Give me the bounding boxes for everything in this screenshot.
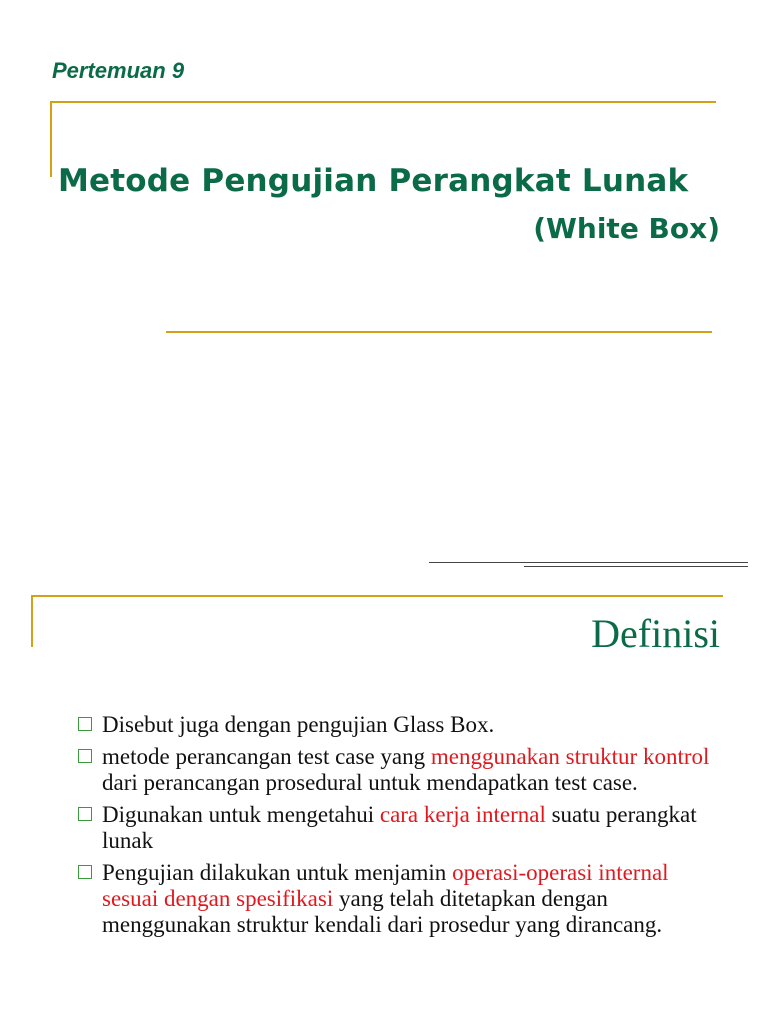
highlighted-text: menggunakan struktur kontrol — [430, 744, 710, 769]
definition-bullet-list — [78, 712, 718, 944]
bullet-text: yang telah ditetapkan dengan menggunakan struktur kendali dari prosedur yang dirancang. — [102, 886, 663, 937]
bullet-text: dari perancangan prosedural untuk mendapatkan test case. — [102, 770, 638, 795]
bullet-text: Pengujian dilakukan untuk menjamin — [102, 860, 453, 885]
meeting-label: Pertemuan 9 — [52, 58, 185, 83]
checkbox-square-icon — [78, 717, 92, 731]
slide-title: Metode Pengujian Perangkat Lunak — [58, 163, 689, 199]
left-accent-bar — [50, 101, 52, 177]
checkbox-square-icon — [78, 865, 92, 879]
top-divider-line — [50, 101, 716, 103]
bullet-item — [78, 744, 718, 796]
slide-subtitle: (White Box) — [533, 212, 720, 245]
left-accent-bar — [31, 595, 33, 647]
bullet-item — [78, 712, 718, 738]
checkbox-square-icon — [78, 749, 92, 763]
bullet-text: Disebut juga dengan pengujian Glass Box. — [102, 712, 495, 737]
checkbox-square-icon — [78, 807, 92, 821]
section-heading: Definisi — [591, 611, 720, 656]
bullet-item — [78, 802, 718, 854]
bullet-text: metode perancangan test case yang — [102, 744, 431, 769]
slide-separator-line — [429, 562, 748, 563]
slide-separator-line — [524, 566, 748, 567]
highlighted-text: cara kerja internal — [379, 802, 546, 827]
bottom-divider-line — [166, 331, 712, 333]
bullet-item — [78, 860, 718, 938]
highlighted-text: operasi-operasi internal sesuai dengan spesifikasi — [102, 860, 669, 911]
bullet-text: suatu perangkat lunak — [102, 802, 697, 853]
top-divider-line — [31, 595, 723, 597]
bullet-text: Digunakan untuk mengetahui — [102, 802, 380, 827]
